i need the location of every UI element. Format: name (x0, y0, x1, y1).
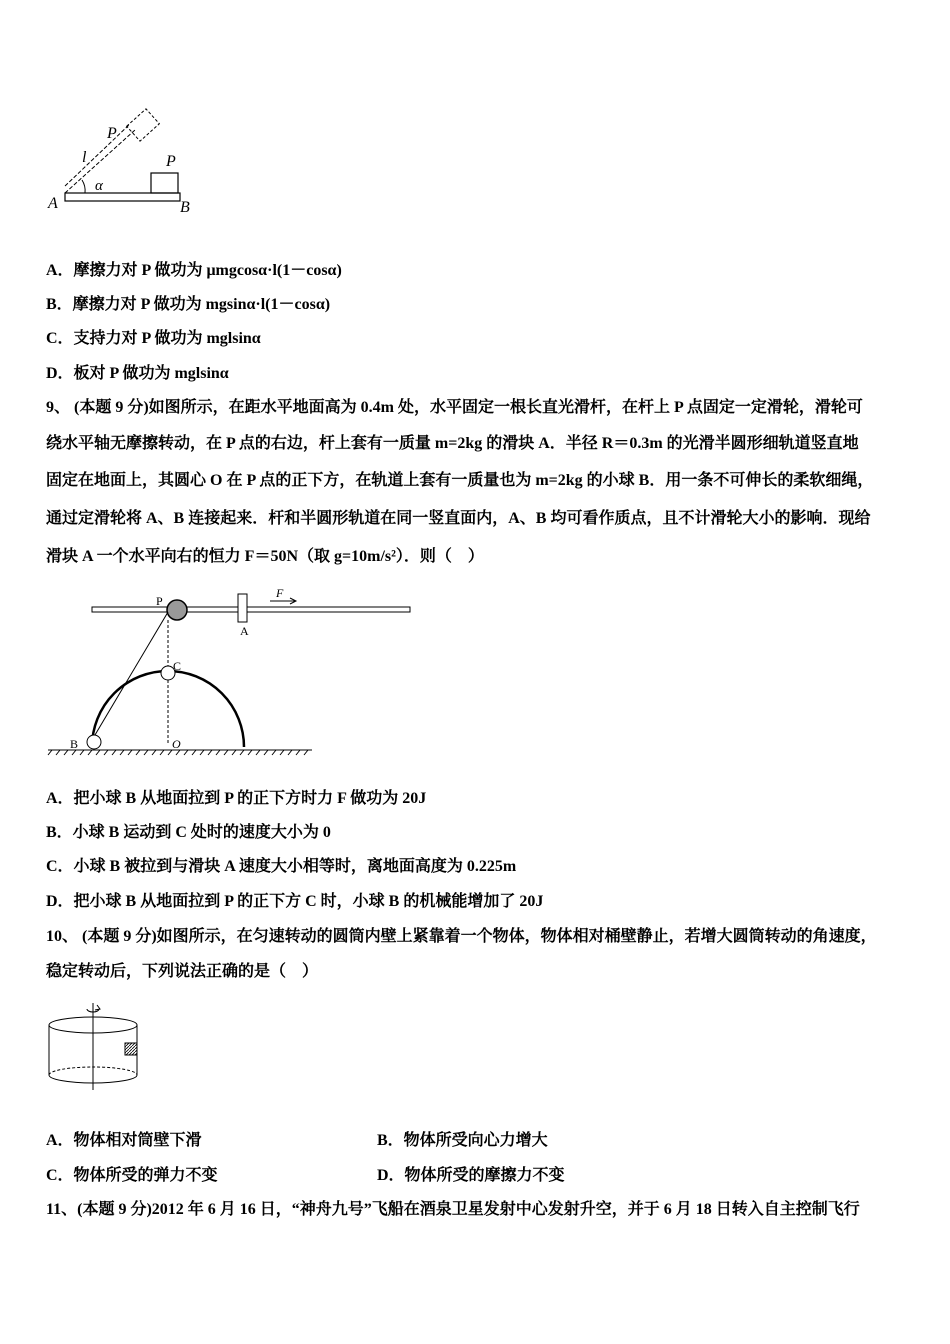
pulley-track-figure (40, 585, 420, 770)
label-c: C (173, 659, 182, 673)
incline-figure (40, 100, 210, 220)
q10-option-c: C．物体所受的弹力不变 (46, 1167, 218, 1184)
q8-option-d: D．板对 P 做功为 mglsinα (46, 365, 229, 382)
q8-option-c: C．支持力对 P 做功为 mglsinα (46, 330, 261, 347)
q10-option-a: A．物体相对筒壁下滑 (46, 1132, 202, 1149)
q10-stem-line: 稳定转动后，下列说法正确的是（ ） (46, 963, 319, 980)
label-a: A (240, 624, 249, 638)
q9-stem-line: 绕水平轴无摩擦转动，在 P 点的右边，杆上套有一质量 m=2kg 的滑块 A．半径 R＝0.3m 的光滑半圆形细轨道竖直地 (46, 435, 859, 452)
label-f: F (276, 586, 284, 600)
label-b: B (180, 199, 190, 216)
q9-stem-line: 通过定滑轮将 A、B 连接起来．杆和半圆形轨道在同一竖直面内，A、B 均可看作质点，且不计滑轮大小的影响．现给 (46, 510, 871, 527)
label-l: l (82, 149, 87, 166)
q9-stem-line: 固定在地面上，其圆心 O 在 P 点的正下方，在轨道上套有一质量也为 m=2kg 的小球 B．用一条不可伸长的柔软细绳， (46, 472, 874, 489)
q9-stem-line: 9、 (本题 9 分)如图所示，在距水平地面高为 0.4m 处，水平固定一根长直光滑杆，在杆上 P 点固定一定滑轮，滑轮可 (46, 399, 863, 416)
label-o: O (172, 737, 181, 751)
rotating-cylinder-figure (45, 995, 150, 1095)
label-a: A (48, 195, 58, 212)
q8-option-a: A．摩擦力对 P 做功为 μmgcosα·l(1－cosα) (46, 262, 342, 279)
label-p: P (156, 594, 163, 608)
q8-option-b: B．摩擦力对 P 做功为 mgsinα·l(1－cosα) (46, 296, 331, 313)
q9-option-d: D．把小球 B 从地面拉到 P 的正下方 C 时，小球 B 的机械能增加了 20J (46, 893, 544, 910)
q10-stem-line: 10、 (本题 9 分)如图所示，在匀速转动的圆筒内壁上紧靠着一个物体，物体相对桶壁静止，若增大圆筒转动的角速度， (46, 928, 877, 945)
q9-option-a: A．把小球 B 从地面拉到 P 的正下方时力 F 做功为 20J (46, 790, 427, 807)
q9-stem-line: 滑块 A 一个水平向右的恒力 F＝50N（取 g=10m/s²）．则（ ） (46, 548, 484, 565)
q9-option-b: B．小球 B 运动到 C 处时的速度大小为 0 (46, 824, 331, 841)
q10-option-b: B．物体所受向心力增大 (377, 1132, 548, 1149)
label-p-block: P (166, 153, 176, 170)
q10-option-d: D．物体所受的摩擦力不变 (377, 1167, 565, 1184)
label-b: B (70, 737, 79, 751)
q11-stem-line: 11、(本题 9 分)2012 年 6 月 16 日，“神舟九号”飞船在酒泉卫星发射中心发射升空，并于 6 月 18 日转入自主控制飞行 (46, 1201, 860, 1218)
label-p-top: P (107, 125, 117, 142)
q9-option-c: C．小球 B 被拉到与滑块 A 速度大小相等时，离地面高度为 0.225m (46, 858, 517, 875)
label-alpha: α (95, 178, 103, 194)
